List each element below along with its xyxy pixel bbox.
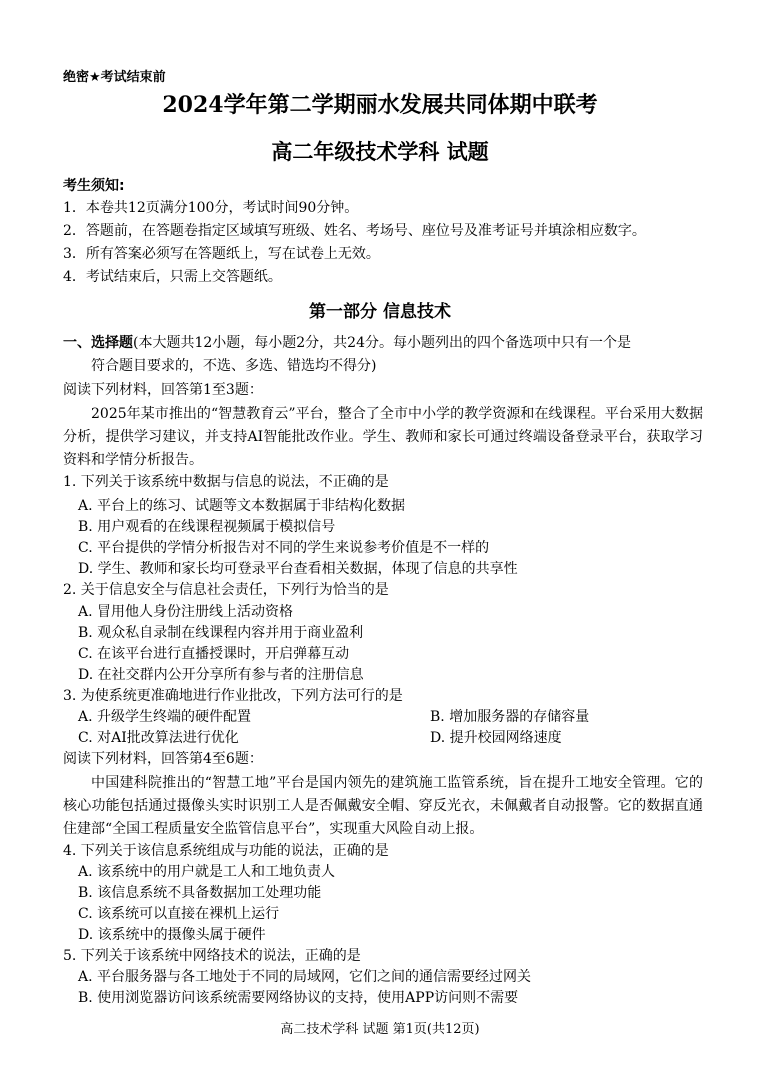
option: C. 平台提供的学情分析报告对不同的学生来说参考价值是不一样的 xyxy=(78,540,490,556)
reading-material: 2025年某市推出的“智慧教育云”平台，整合了全市中小学的教学资源和在线课程。平台采用大数据分析，提供学习建议，并支持AI智能批改作业。学生、教师和家长可通过终端设备登录平台，获取学习资料和学情分析报告。 xyxy=(63,406,703,468)
option: A. 升级学生终端的硬件配置 xyxy=(78,709,252,725)
option: B. 增加服务器的存储容量 xyxy=(430,709,590,725)
question-stem: 5. 下列关于该系统中网络技术的说法，正确的是 xyxy=(63,948,361,964)
notice-item: 2．答题前，在答题卷指定区域填写班级、姓名、考场号、座位号及准考证号并填涂相应数字。 xyxy=(63,223,646,239)
option: A. 该系统中的用户就是工人和工地负责人 xyxy=(78,864,336,880)
page-footer: 高二技术学科 试题 第1页(共12页) xyxy=(280,1022,480,1037)
question-stem: 2. 关于信息安全与信息社会责任，下列行为恰当的是 xyxy=(63,582,389,598)
option: B. 用户观看的在线课程视频属于模拟信号 xyxy=(78,519,336,535)
option: D. 学生、教师和家长均可登录平台查看相关数据，体现了信息的共享性 xyxy=(78,561,518,577)
option: A. 平台服务器与各工地处于不同的局域网，它们之间的通信需要经过网关 xyxy=(78,969,532,985)
option: D. 在社交群内公开分享所有参与者的注册信息 xyxy=(78,667,364,683)
option: D. 该系统中的摄像头属于硬件 xyxy=(78,927,266,943)
part-title: 第一部分 信息技术 xyxy=(309,302,451,322)
question-stem: 4. 下列关于该信息系统组成与功能的说法，正确的是 xyxy=(63,843,389,859)
question-stem: 1. 下列关于该系统中数据与信息的说法，不正确的是 xyxy=(63,474,389,490)
option: C. 对AI批改算法进行优化 xyxy=(78,730,239,746)
option: C. 在该平台进行直播授课时，开启弹幕互动 xyxy=(78,646,350,662)
reading-material: 中国建科院推出的“智慧工地”平台是国内领先的建筑施工监管系统，旨在提升工地安全管理。它的核心功能包括通过摄像头实时识别工人是否佩戴安全帽、穿反光衣，未佩戴者自动报警。它的数据直通住建部“全国工程质量安全监管信息平台”，实现重大风险自动上报。 xyxy=(63,775,703,837)
option: B. 观众私自录制在线课程内容并用于商业盈利 xyxy=(78,625,364,641)
exam-title: 2024学年第二学期丽水发展共同体期中联考 xyxy=(162,92,598,118)
notice-item: 4．考试结束后，只需上交答题纸。 xyxy=(63,269,282,285)
option: D. 提升校园网络速度 xyxy=(430,730,562,746)
option: A. 冒用他人身份注册线上活动资格 xyxy=(78,604,294,620)
notice-item: 3．所有答案必须写在答题纸上，写在试卷上无效。 xyxy=(63,246,380,262)
confidential-mark: 绝密★考试结束前 xyxy=(63,70,166,85)
exam-subtitle: 高二年级技术学科 试题 xyxy=(271,139,489,164)
notice-item: 1．本卷共12页满分100分，考试时间90分钟。 xyxy=(63,200,359,216)
section-desc: (本大题共12小题，每小题2分，共24分。每小题列出的四个备选项中只有一个是 xyxy=(133,335,631,351)
section-header xyxy=(63,333,631,353)
reading-prompt: 阅读下列材料，回答第4至6题： xyxy=(63,751,263,767)
option: B. 使用浏览器访问该系统需要网络协议的支持，使用APP访问则不需要 xyxy=(78,990,519,1006)
question-stem: 3. 为使系统更准确地进行作业批改，下列方法可行的是 xyxy=(63,688,403,704)
option: A. 平台上的练习、试题等文本数据属于非结构化数据 xyxy=(78,498,406,514)
option: C. 该系统可以直接在裸机上运行 xyxy=(78,906,280,922)
section-label: 一、选择题 xyxy=(63,335,133,351)
section-desc-cont: 符合题目要求的，不选、多选、错选均不得分) xyxy=(91,358,377,374)
notice-heading: 考生须知: xyxy=(63,178,125,194)
option: B. 该信息系统不具备数据加工处理功能 xyxy=(78,885,322,901)
reading-prompt: 阅读下列材料，回答第1至3题： xyxy=(63,382,263,398)
